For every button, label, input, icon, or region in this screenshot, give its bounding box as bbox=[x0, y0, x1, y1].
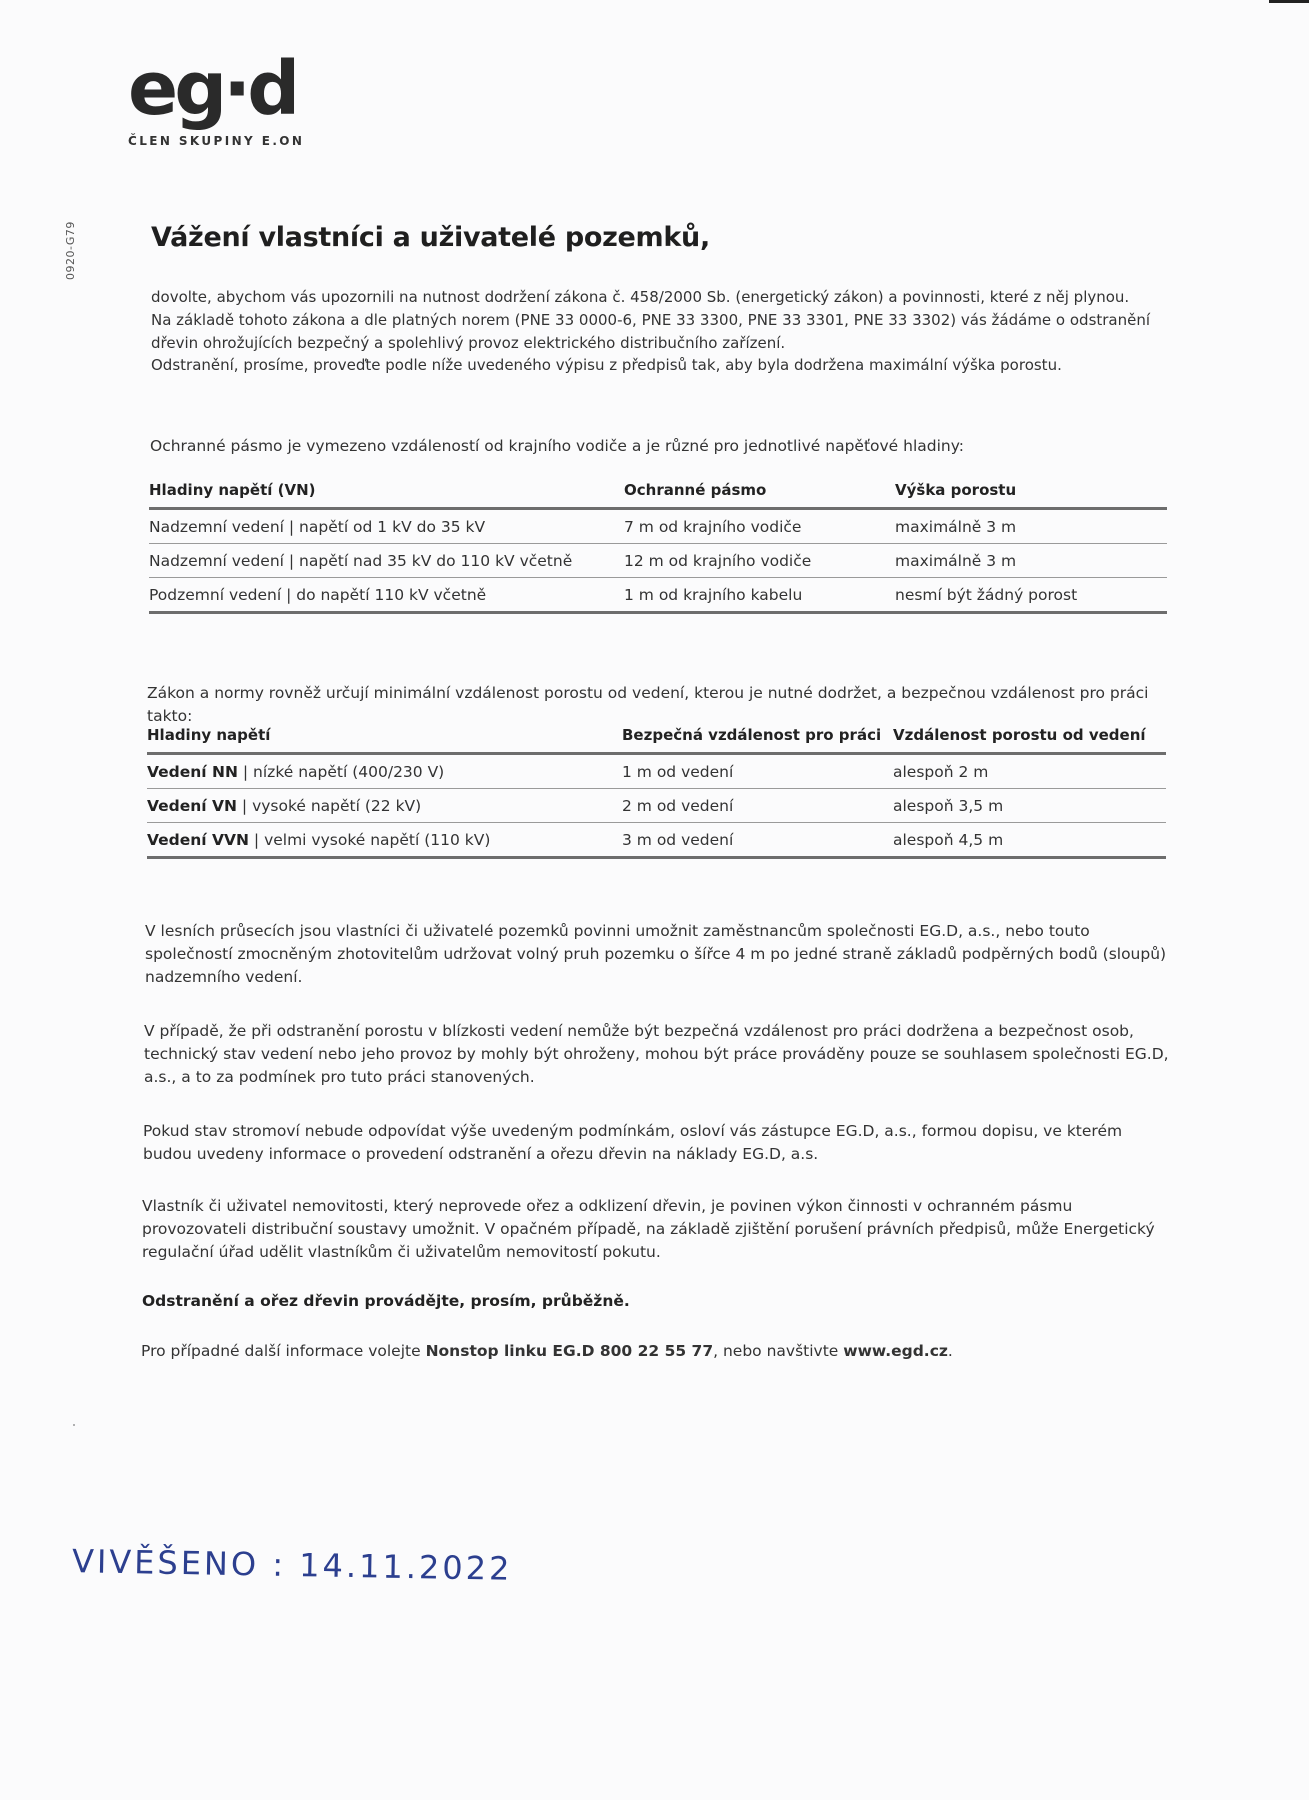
table-row bbox=[147, 823, 1166, 858]
table-row bbox=[147, 754, 1166, 789]
paragraph-condition: Pokud stav stromoví nebude odpovídat výše uvedeným podmínkám, osloví vás zástupce EG.D, a.s., formou dopisu, ve kterém budou uvedeny informace o provedení odstranění a ořezu dřevin na náklady EG.D, a.s. bbox=[143, 1122, 1123, 1163]
paragraph-safety: V případě, že při odstranění porostu v blízkosti vedení nemůže být bezpečná vzdálenost pro práci dodržena a bezpečnost osob, technický stav vedení nebo jeho provoz by mohly být ohroženy, mohou být práce prováděny pouze se souhlasem společnosti EG.D, a.s., a to za podmínek pro tuto práci stanovených. bbox=[144, 1022, 1169, 1086]
line-type: Vedení VN bbox=[147, 796, 237, 815]
table-cell: alespoň 4,5 m bbox=[893, 823, 1166, 858]
table-cell: 1 m od krajního kabelu bbox=[624, 578, 895, 613]
table-header-row bbox=[149, 475, 1167, 509]
logo-wordmark: eg·d bbox=[128, 46, 297, 132]
contact-suffix: . bbox=[947, 1342, 953, 1360]
letter-salutation: Vážení vlastníci a uživatelé pozemků, bbox=[151, 222, 710, 253]
table-cell: 2 m od vedení bbox=[622, 789, 893, 823]
line-voltage: | nízké napětí (400/230 V) bbox=[242, 762, 445, 781]
intro-line-3: Odstranění, prosíme, proveďte podle níže uvedeného výpisu z předpisů tak, aby byla dodržena maximální výška porostu. bbox=[151, 356, 1062, 375]
table1-intro: Ochranné pásmo je vymezeno vzdáleností od krajního vodiče a je různé pro jednotlivé napěťové hladiny: bbox=[150, 437, 965, 455]
table2-intro: Zákon a normy rovněž určují minimální vzdálenost porostu od vedení, kterou je nutné dodržet, a bezpečnou vzdálenost pro práci takto: bbox=[147, 684, 1149, 725]
table-header-row bbox=[147, 720, 1166, 754]
distance-table bbox=[147, 720, 1166, 859]
intro-line-2: Na základě tohoto zákona a dle platných norem (PNE 33 0000-6, PNE 33 3300, PNE 33 3301, PNE 33 3302) vás žádáme o odstranění dřevin ohrožujících bezpečný a spolehlivý provoz elektrického distribučního zařízení. bbox=[151, 310, 1151, 352]
table-cell: maximálně 3 m bbox=[895, 544, 1167, 578]
contact-prefix: Pro případné další informace volejte bbox=[141, 1342, 426, 1360]
column-header: Bezpečná vzdálenost pro práci bbox=[622, 720, 893, 754]
column-header: Výška porostu bbox=[895, 475, 1167, 509]
contact-middle: , nebo navštivte bbox=[713, 1342, 844, 1360]
website-link: www.egd.cz bbox=[843, 1342, 948, 1360]
column-header: Ochranné pásmo bbox=[624, 475, 895, 509]
table-cell: nesmí být žádný porost bbox=[895, 578, 1167, 613]
table-cell bbox=[147, 754, 622, 789]
table-cell: alespoň 2 m bbox=[893, 754, 1166, 789]
table-cell: maximálně 3 m bbox=[895, 509, 1167, 544]
line-type: Vedení NN bbox=[147, 762, 238, 781]
scan-speck bbox=[73, 1424, 75, 1426]
column-header: Hladiny napětí (VN) bbox=[149, 475, 624, 509]
table-row bbox=[149, 544, 1167, 578]
line-voltage: | velmi vysoké napětí (110 kV) bbox=[253, 830, 491, 849]
paragraph-request: Odstranění a ořez dřevin provádějte, prosím, průběžně. bbox=[142, 1292, 630, 1310]
table-cell: 12 m od krajního vodiče bbox=[624, 544, 895, 578]
table-cell: Nadzemní vedení | napětí od 1 kV do 35 kV bbox=[149, 509, 624, 544]
table-cell: 3 m od vedení bbox=[622, 823, 893, 858]
corner-mark bbox=[1269, 0, 1309, 3]
logo-tagline: ČLEN SKUPINY E.ON bbox=[128, 134, 305, 148]
table-cell bbox=[147, 823, 622, 858]
column-header: Hladiny napětí bbox=[147, 720, 622, 754]
line-voltage: | vysoké napětí (22 kV) bbox=[241, 796, 422, 815]
table-cell: alespoň 3,5 m bbox=[893, 789, 1166, 823]
document-code: 0920-G79 bbox=[64, 221, 77, 280]
company-logo bbox=[128, 46, 305, 148]
intro-block bbox=[151, 286, 1161, 377]
table-row bbox=[147, 789, 1166, 823]
table-cell: 7 m od krajního vodiče bbox=[624, 509, 895, 544]
table-cell: Podzemní vedení | do napětí 110 kV včetně bbox=[149, 578, 624, 613]
table-row bbox=[149, 509, 1167, 544]
hotline-number: Nonstop linku EG.D 800 22 55 77 bbox=[425, 1342, 714, 1360]
intro-line-1: dovolte, abychom vás upozornili na nutnost dodržení zákona č. 458/2000 Sb. (energetický zákon) a povinnosti, které z něj plynou. bbox=[151, 288, 1130, 306]
table-cell: Nadzemní vedení | napětí nad 35 kV do 110 kV včetně bbox=[149, 544, 624, 578]
paragraph-obligation: Vlastník či uživatel nemovitosti, který neprovede ořez a odklizení dřevin, je povinen výkon činnosti v ochranném pásmu provozovateli distribuční soustavy umožnit. V opačném případě, na základě zjištění porušení právních předpisů, může Energetický regulační úřad udělit vlastníkům či uživatelům nemovitostí pokutu. bbox=[142, 1197, 1155, 1261]
paragraph-forest-clearing: V lesních průsecích jsou vlastníci či uživatelé pozemků povinni umožnit zaměstnancům společnosti EG.D, a.s., nebo touto společností zmocněným zhotovitelům udržovat volný pruh pozemku o šířce 4 m po jedné straně základů podpěrných bodů (sloupů) nadzemního vedení. bbox=[145, 922, 1167, 986]
column-header: Vzdálenost porostu od vedení bbox=[893, 720, 1166, 754]
table-cell: 1 m od vedení bbox=[622, 754, 893, 789]
table-row bbox=[149, 578, 1167, 613]
protection-zone-table bbox=[149, 475, 1167, 614]
table-cell bbox=[147, 789, 622, 823]
line-type: Vedení VVN bbox=[147, 830, 249, 849]
contact-line bbox=[141, 1340, 1171, 1363]
handwritten-posting-date: VIVĚŠENO : 14.11.2022 bbox=[71, 1542, 513, 1588]
